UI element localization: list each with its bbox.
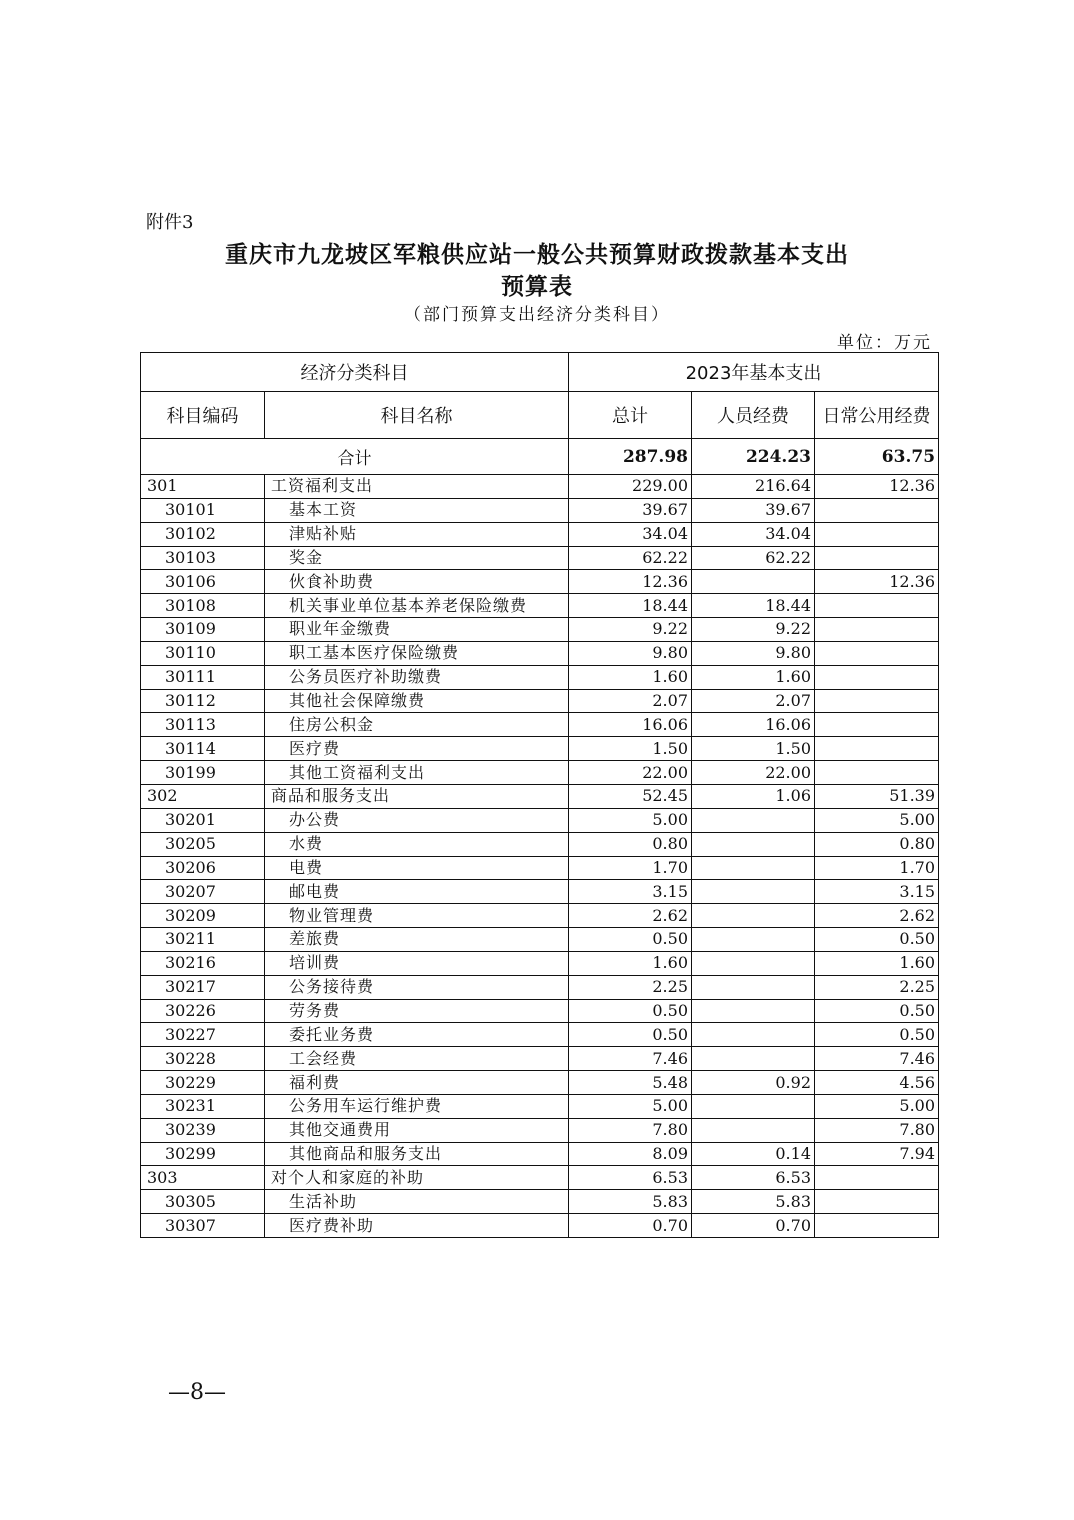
table-row [141,1142,939,1166]
row-public: 51.39 [815,784,939,808]
row-personnel: 39.67 [692,498,815,522]
row-personnel: 16.06 [692,713,815,737]
row-personnel: 0.70 [692,1214,815,1238]
row-name: 生活补助 [265,1190,569,1214]
row-total: 1.50 [569,737,692,761]
row-name: 职业年金缴费 [265,618,569,642]
header-economic-category: 经济分类科目 [141,353,569,392]
table-row [141,641,939,665]
row-code: 30307 [141,1214,265,1238]
table-row [141,1047,939,1071]
row-public [815,522,939,546]
row-name: 劳务费 [265,999,569,1023]
row-total: 0.70 [569,1214,692,1238]
table-row [141,689,939,713]
row-personnel: 9.22 [692,618,815,642]
table-row [141,1023,939,1047]
row-personnel [692,570,815,594]
row-code: 30102 [141,522,265,546]
table-row [141,1166,939,1190]
row-public: 12.36 [815,570,939,594]
row-personnel: 216.64 [692,475,815,499]
row-total: 9.80 [569,641,692,665]
row-personnel: 1.60 [692,665,815,689]
header-public: 日常公用经费 [815,392,939,439]
row-personnel [692,1118,815,1142]
table-row [141,713,939,737]
row-total: 52.45 [569,784,692,808]
row-name: 公务接待费 [265,975,569,999]
row-personnel: 6.53 [692,1166,815,1190]
row-public [815,618,939,642]
row-personnel: 1.06 [692,784,815,808]
row-total: 5.48 [569,1071,692,1095]
row-code: 301 [141,475,265,499]
row-total: 0.80 [569,832,692,856]
table-row [141,1071,939,1095]
row-public: 7.46 [815,1047,939,1071]
row-total: 18.44 [569,594,692,618]
row-personnel: 1.50 [692,737,815,761]
row-total: 5.00 [569,808,692,832]
row-public: 12.36 [815,475,939,499]
row-code: 30217 [141,975,265,999]
row-public [815,1214,939,1238]
row-code: 30112 [141,689,265,713]
row-public: 2.25 [815,975,939,999]
row-total: 0.50 [569,928,692,952]
row-public: 7.94 [815,1142,939,1166]
row-name: 伙食补助费 [265,570,569,594]
row-name: 医疗费补助 [265,1214,569,1238]
row-total: 1.60 [569,951,692,975]
row-public [815,737,939,761]
row-total: 22.00 [569,761,692,785]
header-code: 科目编码 [141,392,265,439]
row-total: 2.62 [569,904,692,928]
table-row [141,546,939,570]
table-row [141,999,939,1023]
row-total: 16.06 [569,713,692,737]
row-name: 工会经费 [265,1047,569,1071]
row-code: 30101 [141,498,265,522]
row-code: 30239 [141,1118,265,1142]
row-code: 302 [141,784,265,808]
row-name: 福利费 [265,1071,569,1095]
table-row [141,928,939,952]
row-personnel: 5.83 [692,1190,815,1214]
row-total: 8.09 [569,1142,692,1166]
row-public [815,761,939,785]
row-public: 0.50 [815,999,939,1023]
row-total: 3.15 [569,880,692,904]
row-personnel [692,1094,815,1118]
row-code: 30109 [141,618,265,642]
row-total: 9.22 [569,618,692,642]
document-title: 重庆市九龙坡区军粮供应站一般公共预算财政拨款基本支出 [225,241,849,268]
row-name: 其他商品和服务支出 [265,1142,569,1166]
table-row [141,498,939,522]
row-total: 2.25 [569,975,692,999]
row-name: 职工基本医疗保险缴费 [265,641,569,665]
document-subtitle: （部门预算支出经济分类科目） [404,305,670,325]
row-name: 商品和服务支出 [265,784,569,808]
row-name: 机关事业单位基本养老保险缴费 [265,594,569,618]
row-code: 30113 [141,713,265,737]
table-row [141,570,939,594]
row-public: 7.80 [815,1118,939,1142]
table-row [141,951,939,975]
header-basic-expenditure-2023: 2023年基本支出 [569,353,939,392]
row-public: 4.56 [815,1071,939,1095]
row-total: 5.00 [569,1094,692,1118]
row-name: 电费 [265,856,569,880]
row-code: 30114 [141,737,265,761]
table-row [141,522,939,546]
table-row [141,784,939,808]
row-code: 30106 [141,570,265,594]
row-public: 3.15 [815,880,939,904]
row-code: 30201 [141,808,265,832]
row-personnel [692,975,815,999]
attachment-label: 附件3 [146,212,194,233]
row-personnel: 18.44 [692,594,815,618]
row-total: 6.53 [569,1166,692,1190]
row-total: 7.80 [569,1118,692,1142]
row-public: 5.00 [815,1094,939,1118]
table-row [141,665,939,689]
row-total: 1.70 [569,856,692,880]
row-name: 差旅费 [265,928,569,952]
table-row [141,1214,939,1238]
row-code: 30211 [141,928,265,952]
row-personnel: 62.22 [692,546,815,570]
table-row [141,808,939,832]
row-name: 公务用车运行维护费 [265,1094,569,1118]
row-code: 30111 [141,665,265,689]
row-name: 住房公积金 [265,713,569,737]
row-personnel [692,1023,815,1047]
row-total: 7.46 [569,1047,692,1071]
row-name: 物业管理费 [265,904,569,928]
row-code: 30199 [141,761,265,785]
row-personnel [692,880,815,904]
row-name: 办公费 [265,808,569,832]
page-number: —8— [168,1380,226,1405]
row-personnel: 34.04 [692,522,815,546]
unit-label: 单位：万元 [837,333,932,353]
row-personnel: 22.00 [692,761,815,785]
table-row [141,618,939,642]
row-code: 30299 [141,1142,265,1166]
row-code: 30226 [141,999,265,1023]
row-code: 30209 [141,904,265,928]
row-total: 5.83 [569,1190,692,1214]
row-name: 其他交通费用 [265,1118,569,1142]
row-name: 工资福利支出 [265,475,569,499]
budget-table [140,352,939,1238]
row-code: 30205 [141,832,265,856]
table-row [141,856,939,880]
row-personnel [692,1047,815,1071]
row-total: 34.04 [569,522,692,546]
row-personnel [692,856,815,880]
row-name: 医疗费 [265,737,569,761]
table-row [141,904,939,928]
row-total: 1.60 [569,665,692,689]
row-personnel: 9.80 [692,641,815,665]
row-code: 30228 [141,1047,265,1071]
row-name: 培训费 [265,951,569,975]
row-public [815,713,939,737]
table-row [141,1190,939,1214]
row-personnel [692,951,815,975]
row-public: 1.60 [815,951,939,975]
table-row [141,880,939,904]
row-code: 30229 [141,1071,265,1095]
table-row [141,1094,939,1118]
row-code: 30227 [141,1023,265,1047]
row-name: 其他社会保障缴费 [265,689,569,713]
row-total: 62.22 [569,546,692,570]
row-name: 津贴补贴 [265,522,569,546]
row-name: 对个人和家庭的补助 [265,1166,569,1190]
row-personnel [692,904,815,928]
row-public: 5.00 [815,808,939,832]
row-personnel [692,928,815,952]
row-code: 30305 [141,1190,265,1214]
row-public [815,498,939,522]
header-name: 科目名称 [265,392,569,439]
row-code: 303 [141,1166,265,1190]
row-code: 30110 [141,641,265,665]
table-row [141,832,939,856]
total-public: 63.75 [815,439,939,475]
row-name: 水费 [265,832,569,856]
row-name: 公务员医疗补助缴费 [265,665,569,689]
table-row [141,975,939,999]
row-personnel [692,832,815,856]
table-row [141,1118,939,1142]
row-code: 30103 [141,546,265,570]
row-name: 基本工资 [265,498,569,522]
row-code: 30207 [141,880,265,904]
table-row [141,475,939,499]
row-personnel: 0.14 [692,1142,815,1166]
total-label: 合计 [141,439,569,475]
row-public [815,689,939,713]
row-public: 0.50 [815,928,939,952]
row-personnel: 2.07 [692,689,815,713]
row-code: 30206 [141,856,265,880]
header-personnel: 人员经费 [692,392,815,439]
row-public [815,665,939,689]
row-public [815,641,939,665]
row-public: 1.70 [815,856,939,880]
row-public [815,1166,939,1190]
total-row [141,439,939,475]
row-code: 30216 [141,951,265,975]
row-public [815,546,939,570]
row-total: 229.00 [569,475,692,499]
row-total: 39.67 [569,498,692,522]
table-row [141,594,939,618]
row-personnel [692,808,815,832]
header-total: 总计 [569,392,692,439]
row-name: 邮电费 [265,880,569,904]
row-public: 2.62 [815,904,939,928]
row-code: 30108 [141,594,265,618]
row-public [815,594,939,618]
row-code: 30231 [141,1094,265,1118]
row-name: 委托业务费 [265,1023,569,1047]
row-name: 奖金 [265,546,569,570]
table-row [141,737,939,761]
row-total: 2.07 [569,689,692,713]
row-total: 12.36 [569,570,692,594]
row-public: 0.50 [815,1023,939,1047]
row-personnel: 0.92 [692,1071,815,1095]
row-public: 0.80 [815,832,939,856]
total-personnel: 224.23 [692,439,815,475]
row-total: 0.50 [569,1023,692,1047]
row-total: 0.50 [569,999,692,1023]
row-name: 其他工资福利支出 [265,761,569,785]
total-total: 287.98 [569,439,692,475]
document-title-line2: 预算表 [501,273,573,300]
row-public [815,1190,939,1214]
row-personnel [692,999,815,1023]
table-row [141,761,939,785]
